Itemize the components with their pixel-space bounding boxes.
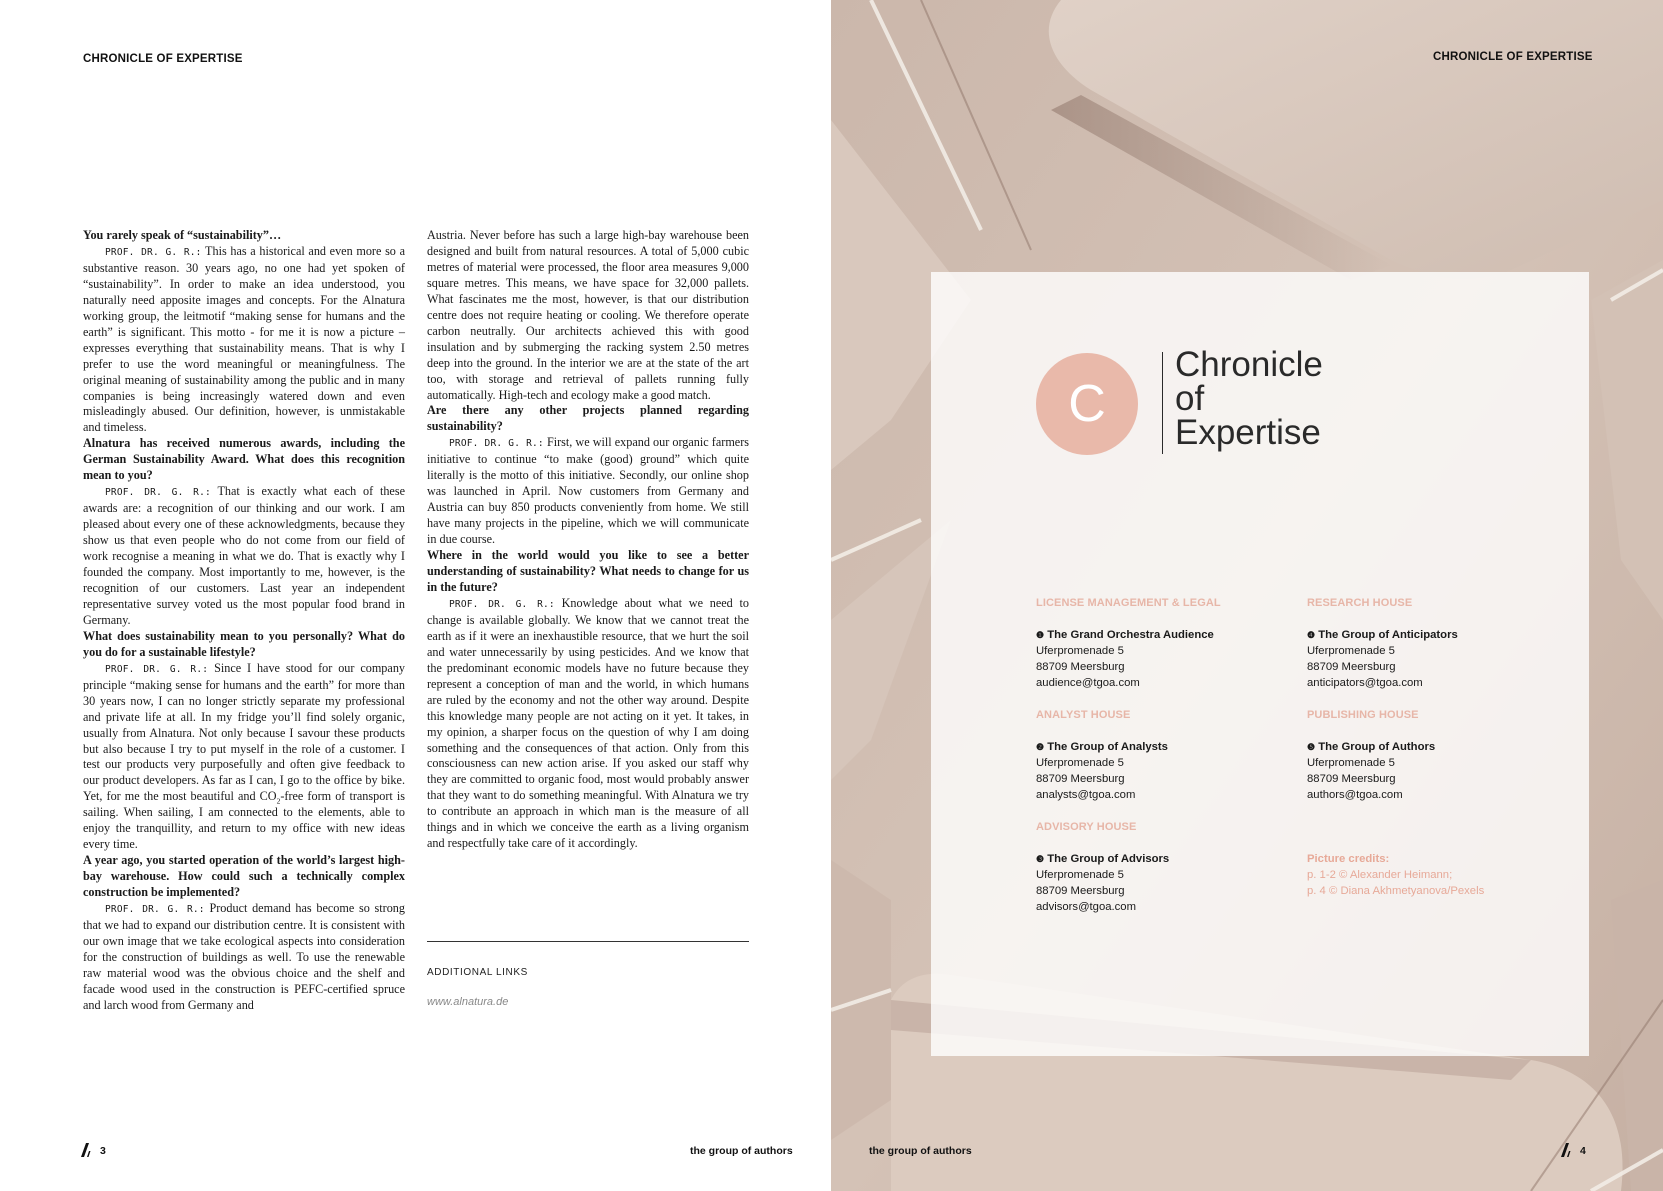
article-column-1 [83,228,405,1014]
question-5: Are there any other projects planned regarding sustainability? [427,403,749,434]
address-name: The Group of Advisors [1047,853,1170,865]
address-email[interactable]: analysts@tgoa.com [1036,789,1136,801]
picture-credits [1307,851,1484,899]
address-name: The Group of Authors [1318,741,1436,753]
additional-links-url[interactable]: www.alnatura.de [427,996,509,1008]
address-email[interactable]: advisors@tgoa.com [1036,901,1137,913]
address-number: ❸ [1036,854,1045,864]
speaker-label: PROF. DR. G. R.: [105,246,202,258]
address-number: ❹ [1307,630,1316,640]
address-email[interactable]: authors@tgoa.com [1307,789,1403,801]
address-street: Uferpromenade 5 [1036,645,1124,657]
speaker-label: PROF. DR. G. R.: [105,904,205,916]
logo-title [1175,345,1323,452]
question-2: Alnatura has received numerous awards, including the German Sustainability Award. What does this recognition mean to you? [83,436,405,483]
address-street: Uferpromenade 5 [1307,757,1395,769]
credits-line-2: p. 4 © Diana Akhmetyanova/Pexels [1307,885,1485,897]
footer-right: the group of authors [869,1145,972,1157]
answer-4-text: Product demand has become so strong that we had to expand our distribution centre. It is consistent with our own image that we take ecological aspects into consideration for the construction of buildings as well. To use the renewable raw material wood was the obvious choice and the shelf and facade wood used in the construction is PEFC-certified spruce and larch wood from Germany and [83,901,405,1012]
answer-4-continued: Austria. Never before has such a large high-bay warehouse been designed and built from natural resources. A total of 5,000 cubic metres of material were processed, the floor area measures 9,000 square metres. This means, we have space for 32,000 pallets. What fascinates me the most, however, is that our distribution centre does not require heating or cooling. We therefore operate carbon neutrally. Our architects achieved this with good insulation and by submerging the racking system 2.50 metres deep into the ground. In the interior we are at the state of the art too, with storage and retrieval of pallets running fully automatically. High-tech and ecology make a good match. [427,228,749,402]
answer-2-text: That is exactly what each of these awards are: a recognition of our thinking and our work. I am pleased about every one of these acknowledgments, because they show us that even people who do not come from our field of work recognise a meaning in what we do. That is exactly why I founded the company. Most importantly to me, however, is the recognition of our customers. Last year an independent representative survey voted us the most popular food brand in Germany. [83,484,405,627]
address-street: Uferpromenade 5 [1036,757,1124,769]
imprint-panel [931,272,1589,1056]
right-page [831,0,1663,1191]
question-1: You rarely speak of “sustainability”… [83,228,282,242]
address-number: ❺ [1307,742,1316,752]
credits-title: Picture credits: [1307,853,1390,865]
address-block-authors [1307,739,1435,803]
answer-3-text-cont: -free form of transport is sailing. When sailing, I am connected to the elements, able to enjoy the tranquillity, and return to my office with new ideas every time. [83,789,405,852]
address-name: The Group of Analysts [1047,741,1168,753]
answer-3 [83,661,405,853]
answer-4 [83,901,405,1014]
additional-links-label: ADDITIONAL LINKS [427,967,528,978]
address-name: The Group of Anticipators [1318,629,1458,641]
credits-line-1: p. 1-2 © Alexander Heimann; [1307,869,1453,881]
address-block-advisors [1036,851,1169,915]
section-heading-publishing: PUBLISHING HOUSE [1307,709,1419,721]
article-column-2 [427,228,749,852]
answer-1-text: This has a historical and even more so a substantive reason. 30 years ago, no one had yet spoken of “sustainability”. In order to make an idea understood, you naturally need apposite images and concepts. For the Alnatura working group, the leitmotif “making sense for humans and the earth” is significant. This motto - for me it is now a picture – expresses everything that sustainability means. That is why I prefer to use the word meaningful or meaningfulness. The original meaning of sustainability among the public and in many companies is being increasingly watered down and even misleadingly abused. Our definition, however, is unmistakable and timeless. [83,243,405,435]
page-number-right: 4 [1580,1145,1586,1157]
section-heading-advisory: ADVISORY HOUSE [1036,821,1137,833]
publisher-slash-logo-icon [1556,1142,1574,1158]
answer-6 [427,596,749,852]
address-email[interactable]: audience@tgoa.com [1036,677,1140,689]
links-divider [427,941,749,942]
address-street: Uferpromenade 5 [1036,869,1124,881]
address-email[interactable]: anticipators@tgoa.com [1307,677,1423,689]
answer-2 [83,484,405,629]
address-number: ❷ [1036,742,1045,752]
address-block-audience [1036,627,1214,691]
address-city: 88709 Meersburg [1307,661,1396,673]
logo-title-line-1: Chronicle [1175,345,1323,384]
address-city: 88709 Meersburg [1036,885,1125,897]
address-city: 88709 Meersburg [1307,773,1396,785]
speaker-label: PROF. DR. G. R.: [105,487,211,499]
publisher-slash-logo-icon [76,1142,94,1158]
speaker-label: PROF. DR. G. R.: [105,663,209,675]
answer-3-text: Since I have stood for our company principle “making sense for humans and the earth” for more than 30 years now, I can no longer strictly separate my professional and private life at all. In my fridge you’ll find solely organic, usually from Alnatura. Not only because I savour these products but also because I try to put myself in the role of a customer. I test our products very purposefully and often give feedback to our product developers. As far as I can, I go to the office by bike. Yet, for me the most beautiful and CO [83,660,406,804]
question-6: Where in the world would you like to see a better understanding of sustainability? What needs to change for us in the future? [427,548,749,594]
left-page [0,0,831,1191]
logo-letter: C [1068,375,1106,433]
address-street: Uferpromenade 5 [1307,645,1395,657]
address-block-anticipators [1307,627,1458,691]
answer-6-text: Knowledge about what we need to change is available globally. We know that we cannot treat the earth as if it were an inexhaustible resource, that we hurt the soil and water unnecessarily by using pesticides. And we know that the predominant economic models have no future because they represent a conception of man and the world, in which humans are ruled by the economy and not the other way around. Despite this knowledge many people are not acting on it yet. It takes, in my opinion, a sharper focus on the question of why I am doing something and the consequences of that action. Only from this consciousness can new action arise. If you asked our staff why they are committed to organic food, most would probably answer that they want to do something meaningful. With Alnatura we try to contribute an approach in which man is the measure of all things and in which we conceive the earth as a living organism and respectfully take care of it accordingly. [427,595,749,851]
address-name: The Grand Orchestra Audience [1047,629,1214,641]
section-heading-analyst: ANALYST HOUSE [1036,709,1131,721]
footer-left: the group of authors [690,1145,793,1157]
answer-5 [427,435,749,548]
address-number: ❶ [1036,630,1045,640]
page-number-left: 3 [100,1145,106,1157]
logo-divider [1162,352,1163,454]
question-4: A year ago, you started operation of the world’s largest high-bay warehouse. How could such a technically complex construction be implemented? [83,853,405,900]
question-3: What does sustainability mean to you personally? What do you do for a sustainable lifestyle? [83,628,405,659]
speaker-label: PROF. DR. G. R.: [449,598,555,610]
speaker-label: PROF. DR. G. R.: [449,438,544,450]
logo-title-line-3: Expertise [1175,413,1321,452]
address-block-analysts [1036,739,1168,803]
running-head-left: CHRONICLE OF EXPERTISE [83,53,243,65]
section-heading-legal: LICENSE MANAGEMENT & LEGAL [1036,597,1221,609]
section-heading-research: RESEARCH HOUSE [1307,597,1413,609]
running-head-right: CHRONICLE OF EXPERTISE [1433,51,1593,63]
address-city: 88709 Meersburg [1036,661,1125,673]
chronicle-logo-circle [1036,353,1138,455]
answer-5-text: First, we will expand our organic farmers initiative to continue “to make (good) ground” which quite literally is the motto of this initiative. Secondly, our online shop was launched in April. Now customers from Germany and Austria can buy 850 products conveniently from home. We still have many projects in the pipeline, which we will communicate in due course. [427,435,750,547]
co2-subscript: 2 [276,796,281,806]
logo-title-line-2: of [1175,379,1205,418]
answer-1 [83,244,405,436]
address-city: 88709 Meersburg [1036,773,1125,785]
